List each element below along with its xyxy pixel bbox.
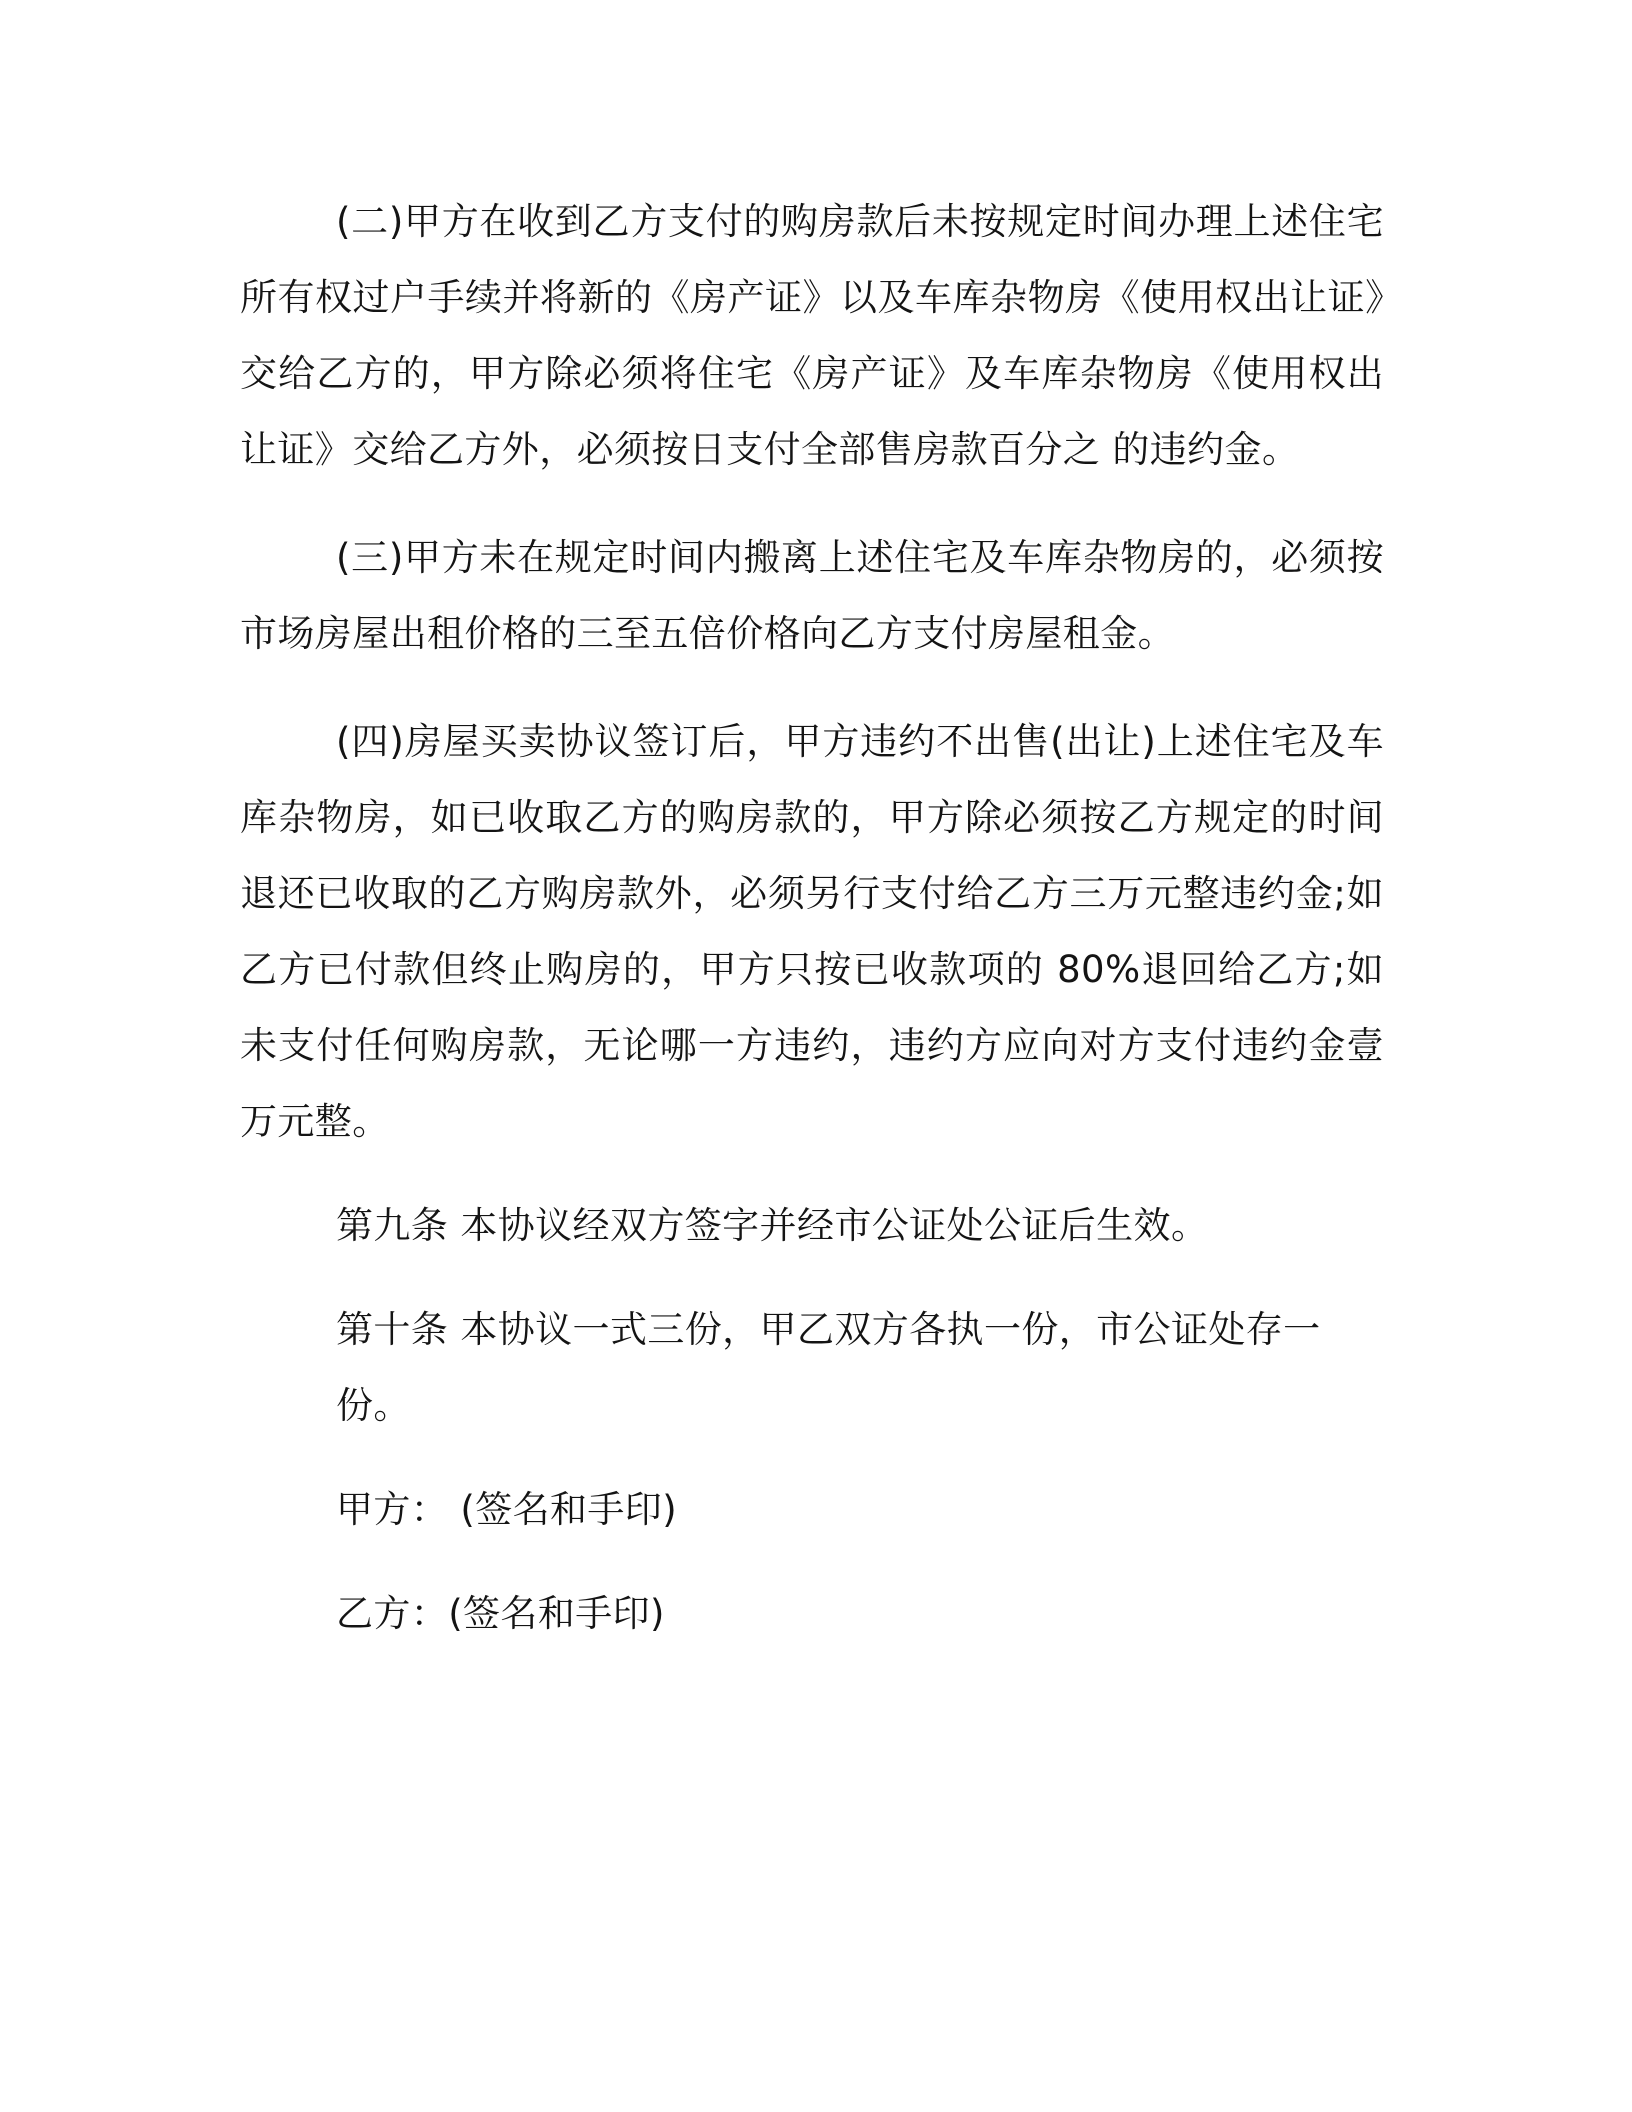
document-body xyxy=(240,184,1384,1652)
clause-2-paragraph: (二)甲方在收到乙方支付的购房款后未按规定时间办理上述住宅所有权过户手续并将新的《房产证》以及车库杂物房《使用权出让证》交给乙方的，甲方除必须将住宅《房产证》及车库杂物房《使用权出让证》交给乙方外，必须按日支付全部售房款百分之 的违约金。 xyxy=(240,200,1384,471)
clause-4-paragraph: (四)房屋买卖协议签订后，甲方违约不出售(出让)上述住宅及车库杂物房，如已收取乙方的购房款的，甲方除必须按乙方规定的时间退还已收取的乙方购房款外，必须另行支付给乙方三万元整违约金;如乙方已付款但终止购房的，甲方只按已收款项的 80%退回给乙方;如未支付任何购房款，无论哪一方违约，违约方应向对方支付违约金壹万元整。 xyxy=(240,720,1384,1143)
party-b-signature-line: 乙方：(签名和手印) xyxy=(336,1592,665,1635)
clause-3-paragraph: (三)甲方未在规定时间内搬离上述住宅及车库杂物房的，必须按市场房屋出租价格的三至五倍价格向乙方支付房屋租金。 xyxy=(240,536,1384,655)
article-10: 第十条 本协议一式三份，甲乙双方各执一份，市公证处存一份。 xyxy=(336,1308,1321,1427)
article-9: 第九条 本协议经双方签字并经市公证处公证后生效。 xyxy=(336,1204,1209,1247)
party-a-signature-line: 甲方： (签名和手印) xyxy=(336,1488,678,1531)
